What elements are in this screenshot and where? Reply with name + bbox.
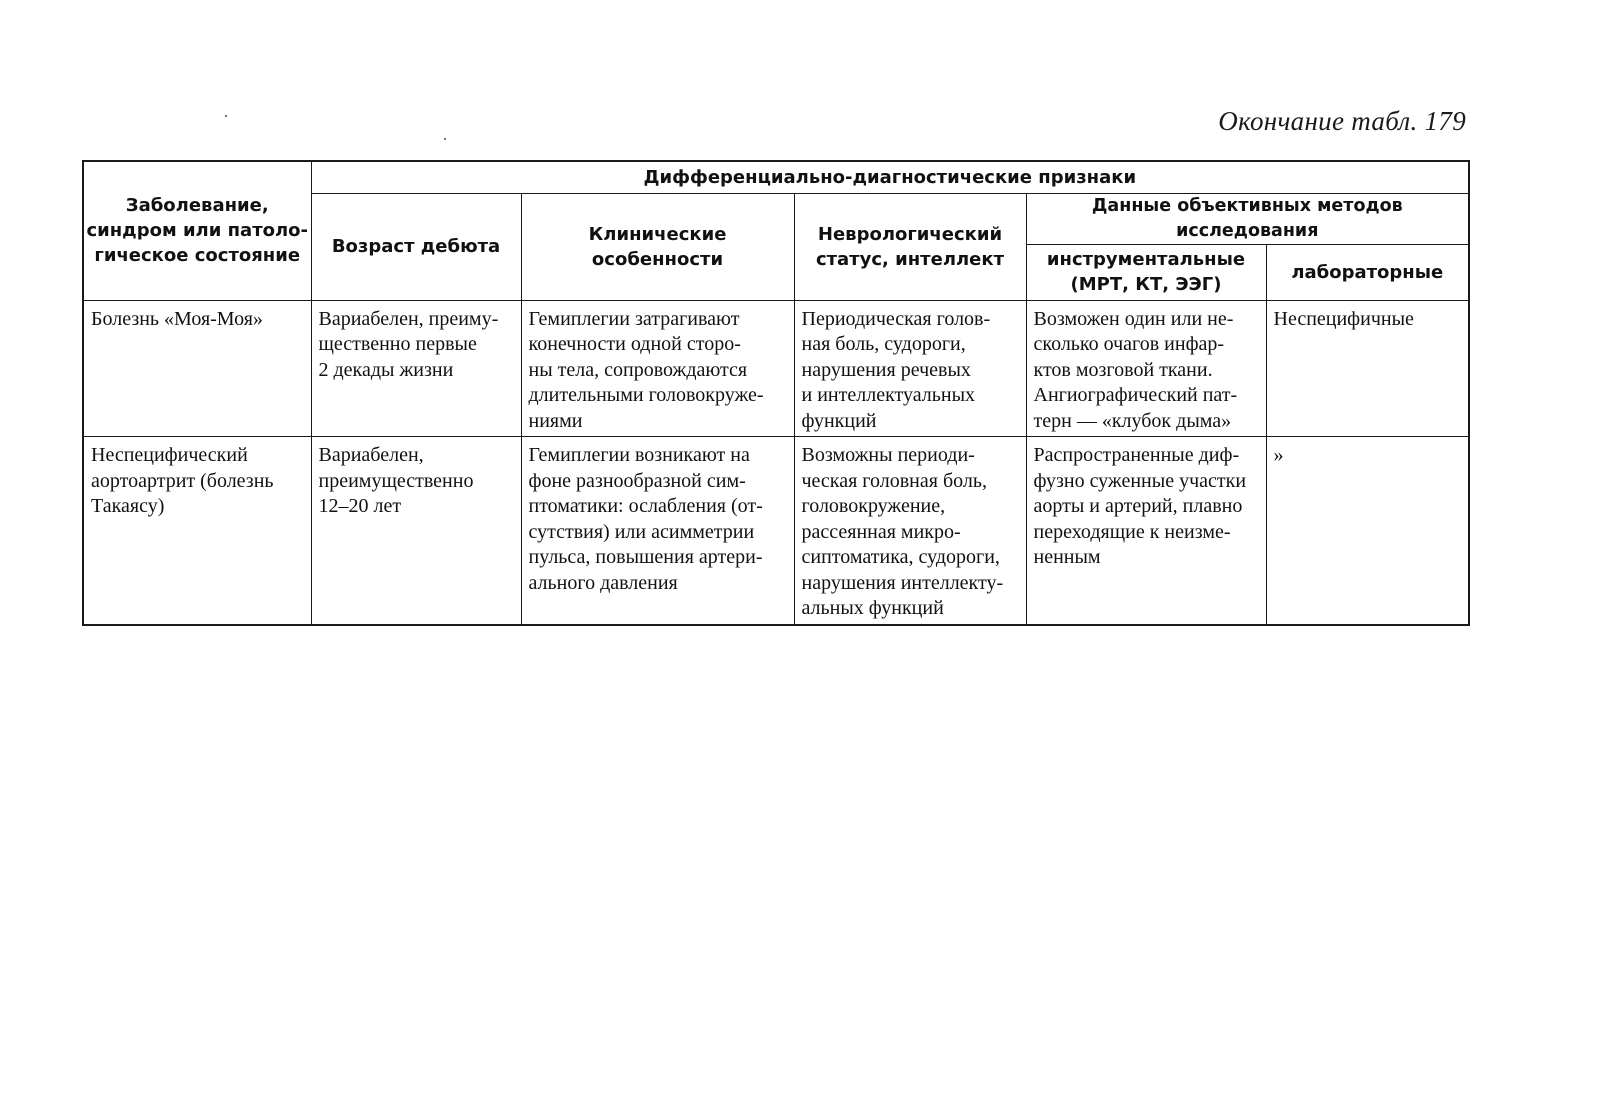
cell-line: щественно первые: [318, 333, 477, 355]
cell-onset-age: [311, 437, 521, 625]
header-disease-line: Заболевание,: [125, 195, 269, 217]
cell-line: ческая головная боль,: [801, 469, 987, 492]
header-onset-age: Возраст дебюта: [311, 193, 521, 300]
cell-line: длительными головокруже-: [528, 384, 764, 406]
header-objective-methods: Данные объективных методов исследования: [1026, 193, 1469, 244]
cell-line: Распространенные диф-: [1033, 444, 1240, 466]
cell-line: терн — «клубок дыма»: [1033, 409, 1232, 432]
cell-line: аорты и артерий, плавно: [1033, 495, 1243, 517]
header-instrumental: [1026, 244, 1266, 300]
cell-line: сколько очагов инфар-: [1033, 333, 1225, 355]
cell-line: переходящие к неизме-: [1033, 520, 1231, 543]
cell-disease: [83, 300, 311, 437]
header-clinical: [521, 193, 794, 300]
header-laboratory: лабораторные: [1266, 244, 1469, 300]
cell-onset-age: [311, 300, 521, 437]
cell-line: птоматики: ослабления (от-: [528, 495, 763, 517]
cell-line: фузно суженные участки: [1033, 469, 1247, 492]
cell-line: Гемиплегии возникают на: [528, 444, 750, 466]
cell-line: Неспецифический: [91, 444, 248, 466]
cell-line: альных функций: [801, 597, 944, 619]
header-neuro: [794, 193, 1026, 300]
cell-disease: [83, 437, 311, 625]
header-disease-line: гическое состояние: [94, 245, 301, 267]
header-instrumental-line: (МРТ, КТ, ЭЭГ): [1070, 274, 1222, 295]
header-instrumental-line: инструментальные: [1046, 249, 1246, 270]
differential-diagnosis-table: [82, 160, 1470, 626]
header-neuro-line: статус, интеллект: [815, 248, 1005, 270]
cell-line: Ангиографический пат-: [1033, 384, 1238, 406]
header-neuro-line: Неврологический: [817, 223, 1003, 245]
cell-line: фоне разнообразной сим-: [528, 469, 746, 492]
cell-line: Болезнь «Моя-Моя»: [91, 307, 263, 330]
table-row: [83, 300, 1469, 437]
cell-line: ального давления: [528, 571, 678, 594]
cell-line: Вариабелен,: [318, 444, 424, 466]
cell-line: Возможен один или не-: [1033, 307, 1234, 330]
table-row: [83, 437, 1469, 625]
cell-line: Периодическая голов-: [801, 307, 991, 330]
cell-line: Вариабелен, преиму-: [318, 307, 499, 330]
cell-line: нарушения речевых: [801, 358, 971, 381]
cell-line: преимущественно: [318, 469, 474, 492]
scan-speck: [225, 115, 227, 117]
cell-instrumental: [1026, 300, 1266, 437]
header-disease: [83, 161, 311, 300]
cell-line: рассеянная микро-: [801, 520, 961, 543]
cell-line: функций: [801, 409, 877, 432]
header-diff-signs: Дифференциально-диагностические признаки: [311, 161, 1469, 193]
scan-speck: [444, 138, 446, 140]
cell-laboratory: Неспецифичные: [1266, 300, 1469, 437]
cell-line: конечности одной сторо-: [528, 333, 741, 355]
cell-line: сутствия) или асимметрии: [528, 520, 755, 543]
cell-line: ны тела, сопровождаются: [528, 358, 748, 381]
cell-neuro: [794, 300, 1026, 437]
cell-line: ниями: [528, 409, 583, 432]
table-caption: Окончание табл. 179: [1218, 106, 1466, 136]
cell-line: нарушения интеллекту-: [801, 571, 1004, 594]
cell-line: и интеллектуальных: [801, 384, 976, 406]
cell-line: Такаясу): [91, 495, 165, 517]
cell-instrumental: [1026, 437, 1266, 625]
cell-line: головокружение,: [801, 495, 946, 517]
header-clinical-line: особенности: [591, 248, 724, 270]
header-clinical-line: Клинические: [588, 223, 727, 245]
cell-line: пульса, повышения артери-: [528, 546, 763, 568]
cell-neuro: [794, 437, 1026, 625]
cell-clinical: [521, 300, 794, 437]
cell-line: Возможны периоди-: [801, 444, 975, 466]
cell-line: 12–20 лет: [318, 495, 402, 517]
cell-line: 2 декады жизни: [318, 358, 454, 381]
cell-laboratory-ditto: »: [1266, 437, 1469, 625]
cell-line: ктов мозговой ткани.: [1033, 358, 1213, 381]
cell-line: сиптоматика, судороги,: [801, 546, 1000, 568]
cell-line: Гемиплегии затрагивают: [528, 307, 740, 330]
cell-line: ненным: [1033, 546, 1101, 568]
header-disease-line: синдром или патоло-: [86, 220, 309, 242]
cell-clinical: [521, 437, 794, 625]
cell-line: аортоартрит (болезнь: [91, 469, 274, 492]
cell-line: ная боль, судороги,: [801, 333, 966, 355]
